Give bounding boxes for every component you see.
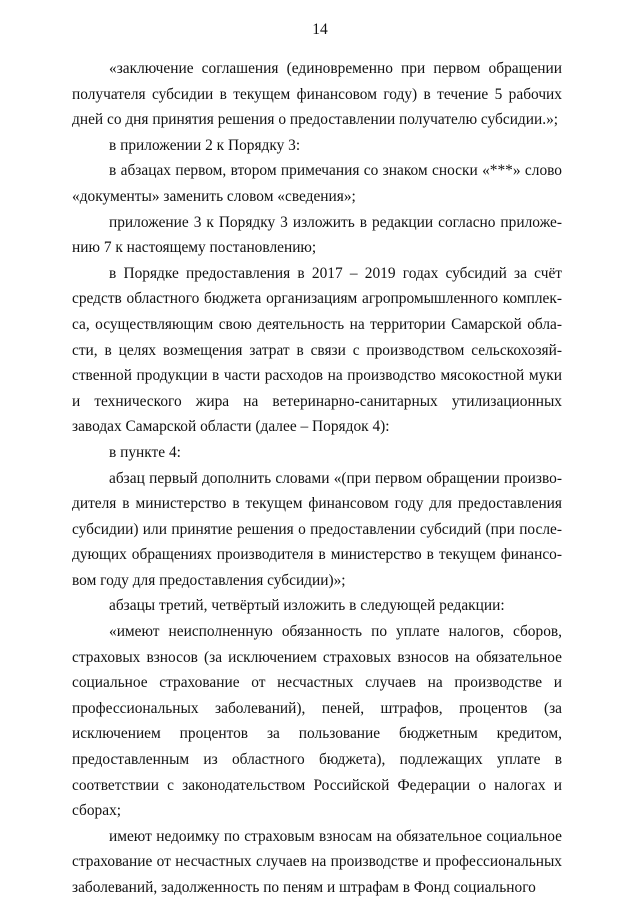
paragraph-agreement-conclusion: «заключение соглашения (единовременно при первом обращении получателя субсидии в текущем финансовом году) в течение 5 рабочих дней со дня принятия решения о предоставлении получателю субсидии.»; <box>72 60 562 129</box>
paragraph-insurance-arrears: имеют недоимку по страховым взносам на обязательное социальное страхование от несчастных случаев на производстве и профессиональных заболеваний, задолженность по пеням и штрафам в Фонд социального <box>72 827 562 896</box>
paragraph-appendix-3-edition: приложение 3 к Порядку 3 изложить в редакции согласно приложению 7 к настоящему постановлению; <box>72 213 562 257</box>
paragraph-point-4-intro: в пункте 4: <box>109 443 181 461</box>
document-body <box>72 56 562 901</box>
paragraph-appendix-2-intro: в приложении 2 к Порядку 3: <box>109 136 301 154</box>
paragraph-unfulfilled-obligation: «имеют неисполненную обязанность по уплате налогов, сборов, страховых взносов (за исключением страховых взносов на обязательное социальное страхование от несчастных случаев на производстве и профессиональных заболеваний), пеней, штрафов, процентов (за исключением процентов за пользование бюджетным кредитом, предоставленным из областного бюджета), подлежащих уплате в соответствии с законодательством Российской Федерации о налогах и сборах; <box>72 623 562 820</box>
paragraph-first-abzac-addition: абзац первый дополнить словами «(при первом обращении производителя в министерство в текущем финансовом году для предоставления субсидии) или принятие решения о предоставлении субсидий (при последующих обращениях производителя в министерство в текущем финансовом году для предоставления субсидии)»; <box>72 469 562 589</box>
paragraph-footnote-replace: в абзацах первом, втором примечания со знаком сноски «***» слово «документы» заменить словом «сведения»; <box>72 162 562 205</box>
page-number: 14 <box>312 21 328 38</box>
paragraph-third-fourth-abzac: абзацы третий, четвёртый изложить в следующей редакции: <box>109 597 505 615</box>
paragraph-procedure-4-title: в Порядке предоставления в 2017 – 2019 годах субсидий за счёт средств областного бюджета организациям агропромышленного комплекса, осуществляющим свою деятельность на территории Самарской области, в целях возмещения затрат в связи с производством сельскохозяйственной продукции в части расходов на производство мясокостной муки и технического жира на ветеринарно-санитарных утилизационных заводах Самарской области (далее – Порядок 4): <box>72 264 562 436</box>
